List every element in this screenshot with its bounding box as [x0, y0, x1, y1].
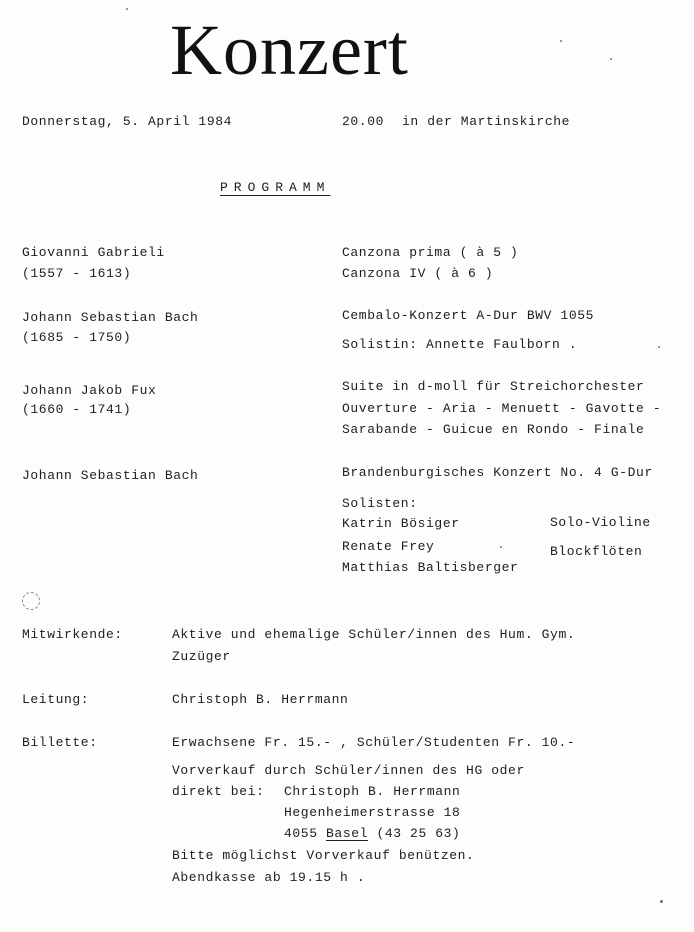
paper-speck [560, 40, 562, 42]
leitung-label: Leitung: [22, 692, 90, 707]
concert-title: Konzert [170, 10, 409, 90]
concert-time: 20.00 [342, 114, 385, 129]
work-movements: Sarabande - Guicue en Rondo - Finale [342, 422, 645, 437]
punch-hole-mark [22, 592, 40, 610]
contact-street: Hegenheimerstrasse 18 [284, 805, 461, 820]
paper-speck [658, 346, 660, 348]
direkt-label: direkt bei: [172, 784, 265, 799]
composer-years: (1685 - 1750) [22, 330, 132, 345]
contact-phone: (43 25 63) [376, 826, 461, 841]
composer-name: Johann Jakob Fux [22, 383, 157, 398]
soloist-name: Matthias Baltisberger [342, 560, 519, 575]
paper-speck [500, 546, 502, 548]
soloists-label: Solisten: [342, 496, 418, 511]
program-heading: PROGRAMM [220, 180, 331, 195]
work-title: Brandenburgisches Konzert No. 4 G-Dur [342, 465, 653, 480]
soloist-instrument: Blockflöten [550, 544, 643, 559]
work-title: Cembalo-Konzert A-Dur BWV 1055 [342, 308, 595, 323]
work-movements: Ouverture - Aria - Menuett - Gavotte - [342, 401, 662, 416]
work-title: Suite in d-moll für Streichorchester [342, 379, 645, 394]
leitung-name: Christoph B. Herrmann [172, 692, 349, 707]
composer-name: Giovanni Gabrieli [22, 245, 165, 260]
soloist-instrument: Solo-Violine [550, 515, 651, 530]
presale-note: Bitte möglichst Vorverkauf benützen. [172, 848, 475, 863]
paper-speck [610, 58, 612, 60]
concert-location: in der Martinskirche [402, 114, 571, 129]
box-office-note: Abendkasse ab 19.15 h . [172, 870, 366, 885]
paper-speck [126, 8, 128, 10]
soloist-line: Solistin: Annette Faulborn . [342, 337, 578, 352]
paper-speck [660, 900, 663, 903]
soloist-name: Katrin Bösiger [342, 516, 460, 531]
ticket-prices: Erwachsene Fr. 15.- , Schüler/Studenten Fr. 10.- [172, 735, 576, 750]
composer-years: (1557 - 1613) [22, 266, 132, 281]
billette-label: Billette: [22, 735, 98, 750]
composer-years: (1660 - 1741) [22, 402, 132, 417]
mitwirkende-text: Aktive und ehemalige Schüler/innen des Hum. Gym. [172, 627, 576, 642]
concert-date: Donnerstag, 5. April 1984 [22, 114, 233, 129]
soloist-name: Renate Frey [342, 539, 435, 554]
work-title: Canzona IV ( à 6 ) [342, 266, 494, 281]
work-title: Canzona prima ( à 5 ) [342, 245, 519, 260]
composer-name: Johann Sebastian Bach [22, 310, 199, 325]
contact-city: Basel [326, 826, 369, 841]
contact-city-line [284, 826, 460, 842]
mitwirkende-text: Zuzüger [172, 649, 231, 664]
composer-name: Johann Sebastian Bach [22, 468, 199, 483]
contact-postcode: 4055 [284, 826, 318, 841]
vorverkauf-text: Vorverkauf durch Schüler/innen des HG oder [172, 763, 525, 778]
mitwirkende-label: Mitwirkende: [22, 627, 123, 642]
contact-name: Christoph B. Herrmann [284, 784, 461, 799]
